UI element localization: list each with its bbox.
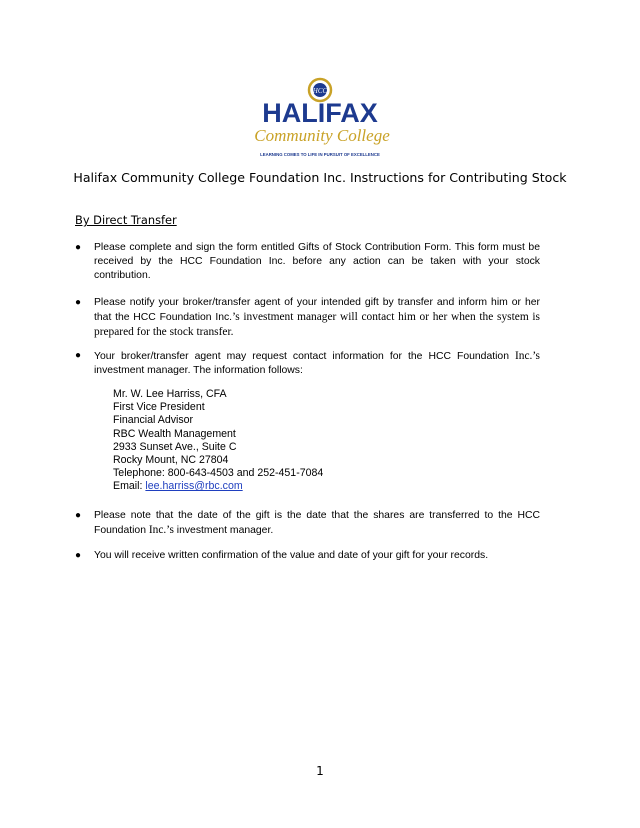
logo-tagline: LEARNING COMES TO LIFE IN PURSUIT OF EXCELLENCE [260, 152, 380, 157]
page-number: 1 [316, 764, 324, 778]
bullet-icon: ● [75, 242, 82, 253]
contact-name: Mr. W. Lee Harriss, CFA [113, 388, 227, 400]
page-title: Halifax Community College Foundation Inc. Instructions for Contributing Stock [73, 170, 567, 185]
contact-block [113, 388, 323, 494]
list-item-text-part: investment manager. [173, 525, 274, 536]
list-item-text [94, 509, 540, 538]
list-item-text-part: Your broker/transfer agent may request contact information for the HCC Foundation [94, 351, 515, 362]
list-item-text-part: Inc.’s [148, 524, 174, 536]
bullet-icon: ● [75, 550, 82, 561]
contact-street: 2933 Sunset Ave., Suite C [113, 440, 237, 453]
list-item-text-part: Inc.’s [515, 350, 540, 362]
contact-phone: Telephone: 800-643-4503 and 252-451-7084 [113, 467, 324, 480]
list-item-text: You will receive written confirmation of the value and date of your gift for your records. [94, 550, 489, 561]
logo-name: HALIFAX [262, 98, 378, 128]
logo-graphic [250, 76, 390, 160]
college-logo [250, 76, 390, 160]
list-item-text-part: Please note that the date of the gift is the date that the shares are transferred to the HCC Foundation [94, 510, 540, 536]
list-item-text [94, 296, 540, 340]
contact-email-label: Email: [113, 480, 146, 493]
contact-company: RBC Wealth Management [113, 427, 236, 440]
contact-email-row [113, 480, 323, 493]
section-heading: By Direct Transfer [75, 213, 177, 227]
contact-city: Rocky Mount, NC 27804 [113, 454, 229, 467]
list-item-text-part: investment manager. The information follows: [94, 365, 303, 376]
contact-title: Financial Advisor [113, 414, 194, 427]
list-item-text: Please complete and sign the form entitled Gifts of Stock Contribution Form. This form must be received by the HCC Foundation Inc. before any action can be taken with your stock contribution. [94, 242, 540, 281]
list-item-text-part: ’s investment manager will contact him or her when the system is prepared for the stock transfer. [94, 311, 540, 338]
bullet-icon: ● [75, 350, 82, 361]
logo-script: Community College [254, 126, 390, 145]
list-item-text-part: Please notify your broker/transfer agent of your intended gift by transfer and inform him or her that the HCC Foundation Inc. [94, 297, 540, 323]
bullet-icon: ● [75, 510, 82, 521]
contact-title: First Vice President [113, 401, 205, 414]
contact-email-link[interactable]: lee.harriss@rbc.com [145, 480, 243, 493]
logo-seal-text: HCC [312, 87, 328, 95]
bullet-icon: ● [75, 297, 82, 308]
list-item-text [94, 349, 540, 378]
